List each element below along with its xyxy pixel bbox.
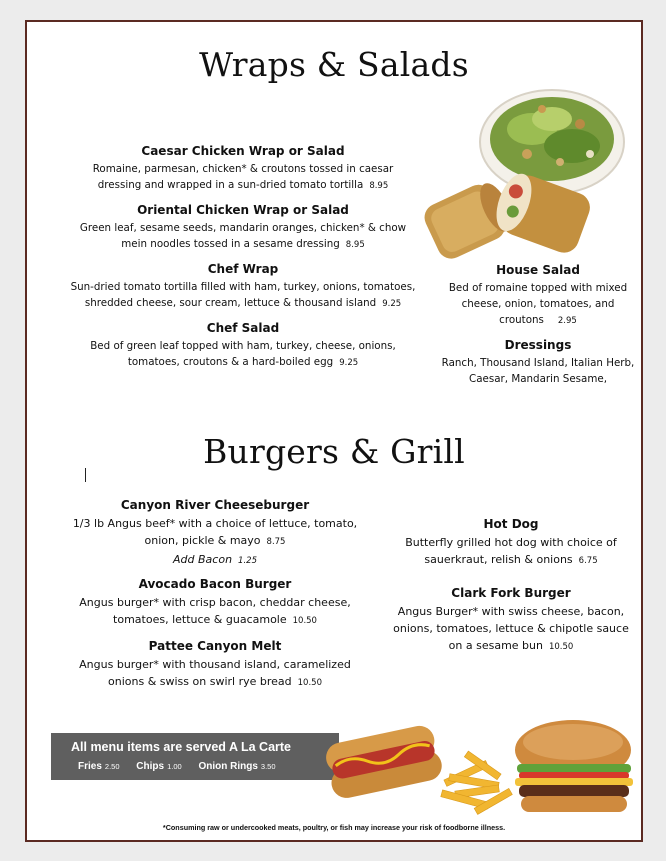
item-price: 9.25 [339,358,359,368]
desc-line: cheese, onion, tomatoes, and [461,298,615,310]
item-description [47,279,439,312]
item-description [431,280,645,329]
menu-item-clark-fork-burger [377,586,645,656]
item-price: 2.95 [557,316,577,326]
item-description [47,594,383,630]
desc-line: Bed of romaine topped with mixed [448,282,628,294]
item-description [47,656,383,692]
desc-line: Angus Burger* with swiss cheese, bacon, [397,605,625,618]
menu-item-chef-wrap [47,262,439,312]
alacarte-banner [51,733,339,780]
side-price: 3.50 [260,762,276,771]
item-price: 8.95 [345,240,365,250]
hot-dog-fries-burger-photo [323,712,633,817]
desc-line: onion, pickle & mayo [144,534,261,547]
desc-line: dressing and wrapped in a sun-dried tomato tortilla [97,179,364,191]
menu-item-canyon-river-cheeseburger [47,498,383,570]
desc-line: Green leaf, sesame seeds, mandarin oranges, chicken* & chow [79,222,407,234]
burgers-grill-title: Burgers & Grill [203,432,465,471]
desc-line: sauerkraut, relish & onions [424,553,573,566]
item-name: Chef Salad [206,321,280,335]
item-price: 6.75 [578,556,598,566]
dressings-block [431,338,645,387]
addon-label: Add Bacon [173,553,233,566]
desc-line: 1/3 lb Angus beef* with a choice of lettuce, tomato, [72,517,358,530]
item-description [47,338,439,371]
menu-item-chef-salad [47,321,439,371]
item-name: Dressings [504,338,572,352]
desc-line: Romaine, parmesan, chicken* & croutons tossed in caesar [92,163,394,175]
item-price: 10.50 [297,678,322,688]
item-description [377,603,645,656]
item-price: 8.75 [266,537,286,547]
menu-item-house-salad [431,263,645,329]
side-name: Chips [136,761,165,772]
item-description [377,534,645,570]
side-price: 1.00 [167,762,182,771]
desc-line: Ranch, Thousand Island, Italian Herb, [441,357,635,369]
desc-line: Butterfly grilled hot dog with choice of [405,536,617,549]
desc-line: Caesar, Mandarin Sesame, [469,373,607,385]
desc-line: mein noodles tossed in a sesame dressing [121,238,340,250]
menu-page [25,20,643,842]
item-price: 10.50 [292,616,317,626]
item-description [47,515,383,570]
side-name: Fries [78,761,102,772]
text-cursor [85,468,86,482]
menu-item-hot-dog [377,517,645,570]
desc-line: on a sesame bun [448,639,543,652]
desc-line: Angus burger* with thousand island, caramelized [79,658,351,671]
item-name: Clark Fork Burger [451,586,571,600]
desc-line: onions & swiss on swirl rye bread [108,675,292,688]
desc-line: tomatoes, croutons & a hard-boiled egg [127,356,334,368]
item-name: Oriental Chicken Wrap or Salad [137,203,349,217]
caesar-salad-wrap-photo [422,84,632,264]
menu-item-oriental-wrap [47,203,439,253]
desc-line: onions, tomatoes, lettuce & chipotle sauce [393,622,629,635]
item-price: 9.25 [382,299,402,309]
alacarte-title: All menu items are served A La Carte [71,740,291,754]
side-price: 2.50 [104,762,120,771]
item-name: House Salad [496,263,580,277]
desc-line: shredded cheese, sour cream, lettuce & thousand island [84,297,377,309]
menu-item-avocado-bacon-burger [47,577,383,630]
side-item-chips [136,761,181,772]
item-description [47,161,439,194]
menu-item-pattee-canyon-melt [47,639,383,692]
wraps-salads-title: Wraps & Salads [199,45,469,84]
item-name: Avocado Bacon Burger [138,577,292,591]
sides-list [78,761,290,772]
desc-line: croutons [499,314,544,326]
desc-line: Bed of green leaf topped with ham, turkey, cheese, onions, [90,340,396,352]
item-description [47,220,439,253]
item-description [431,355,645,387]
desc-line: tomatoes, lettuce & guacamole [113,613,287,626]
side-item-onion-rings [198,761,275,772]
item-name: Caesar Chicken Wrap or Salad [141,144,345,158]
item-name: Canyon River Cheeseburger [120,498,310,512]
side-item-fries [78,761,120,772]
foodborne-illness-disclaimer: *Consuming raw or undercooked meats, poultry, or fish may increase your risk of foodborne illness. [162,823,506,832]
item-name: Hot Dog [483,517,539,531]
item-name: Chef Wrap [207,262,279,276]
desc-line: Sun-dried tomato tortilla filled with ham, turkey, onions, tomatoes, [70,281,416,293]
menu-item-caesar-wrap [47,144,439,194]
item-price: 8.95 [369,181,389,191]
item-price: 10.50 [548,642,574,652]
desc-line: Angus burger* with crisp bacon, cheddar cheese, [79,596,351,609]
item-name: Pattee Canyon Melt [148,639,282,653]
side-name: Onion Rings [198,761,258,772]
addon-price: 1.25 [238,556,257,566]
